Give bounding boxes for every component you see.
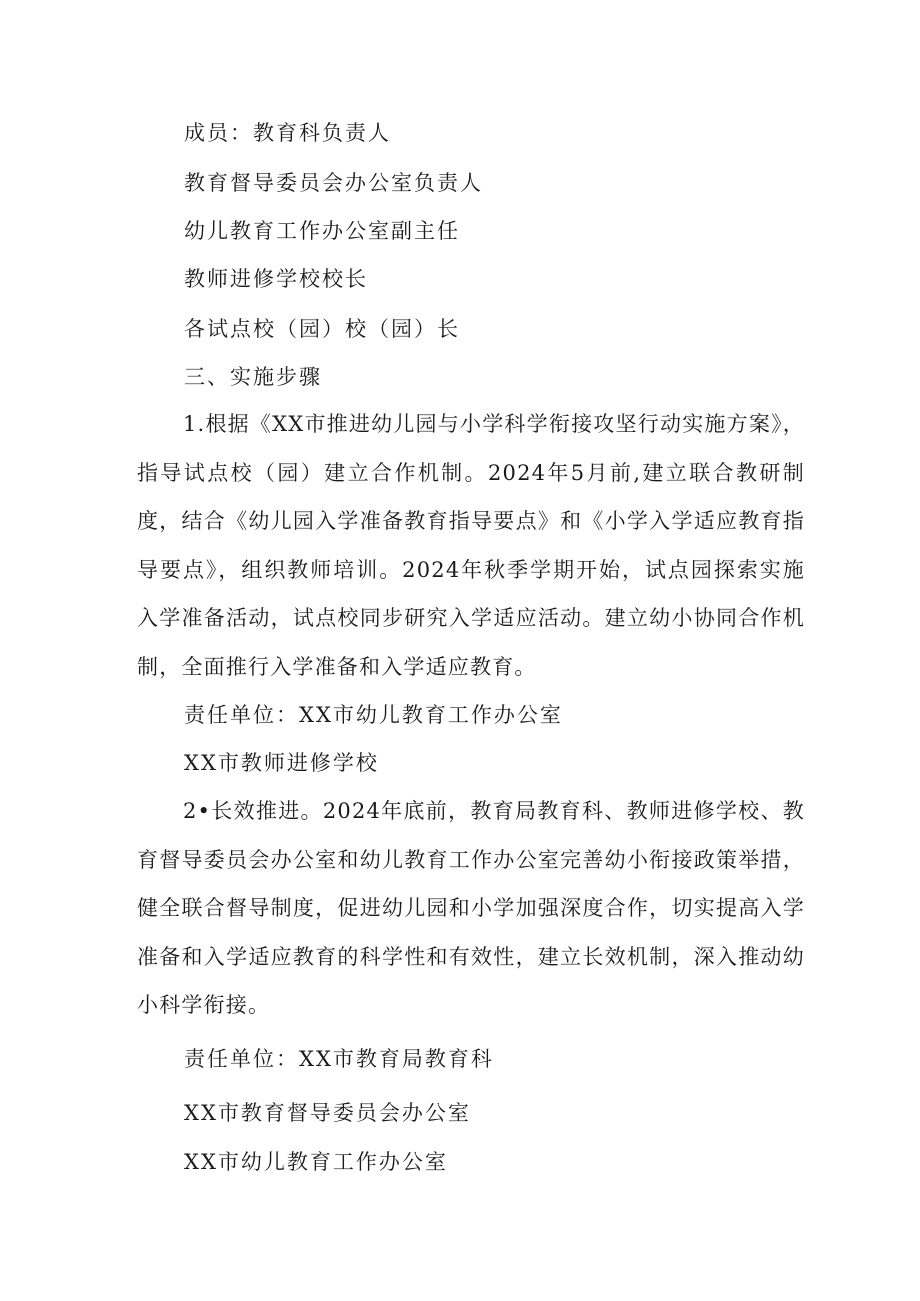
members-line: 教师进修学校校长 xyxy=(184,267,368,291)
responsible-unit: 责任单位：XX市教育局教育科 xyxy=(184,1047,494,1071)
step2-paragraph: 2•长效推进。2024年底前，教育局教育科、教师进修学校、教育督导委员会办公室和幼儿教育工作办公室完善幼小衔接政策举措，健全联合督导制度，促进幼儿园和小学加强深度合作，切实提高入学准备和入学适应教育的科学性和有效性，建立长效机制，深入推动幼小科学衔接。 xyxy=(137,799,805,1017)
responsible-unit: XX市教育督导委员会办公室 xyxy=(184,1101,471,1125)
responsible-unit: XX市教师进修学校 xyxy=(184,751,379,775)
members-line: 成员：教育科负责人 xyxy=(184,121,391,145)
members-line: 各试点校（园）校（园）长 xyxy=(184,317,460,341)
members-line: 教育督导委员会办公室负责人 xyxy=(184,171,483,195)
responsible-unit: 责任单位：XX市幼儿教育工作办公室 xyxy=(184,703,563,727)
step1-paragraph: 1.根据《XX市推进幼儿园与小学科学衔接攻坚行动实施方案》，指导试点校（园）建立合作机制。2024年5月前,建立联合教研制度，结合《幼儿园入学准备教育指导要点》和《小学入学适应教育指导要点》，组织教师培训。2024年秋季学期开始，试点园探索实施入学准备活动，试点校同步研究入学适应活动。建立幼小协同合作机制，全面推行入学准备和入学适应教育。 xyxy=(137,412,805,679)
section-heading: 三、实施步骤 xyxy=(184,365,322,389)
responsible-unit: XX市幼儿教育工作办公室 xyxy=(184,1150,448,1174)
members-line: 幼儿教育工作办公室副主任 xyxy=(184,219,460,243)
